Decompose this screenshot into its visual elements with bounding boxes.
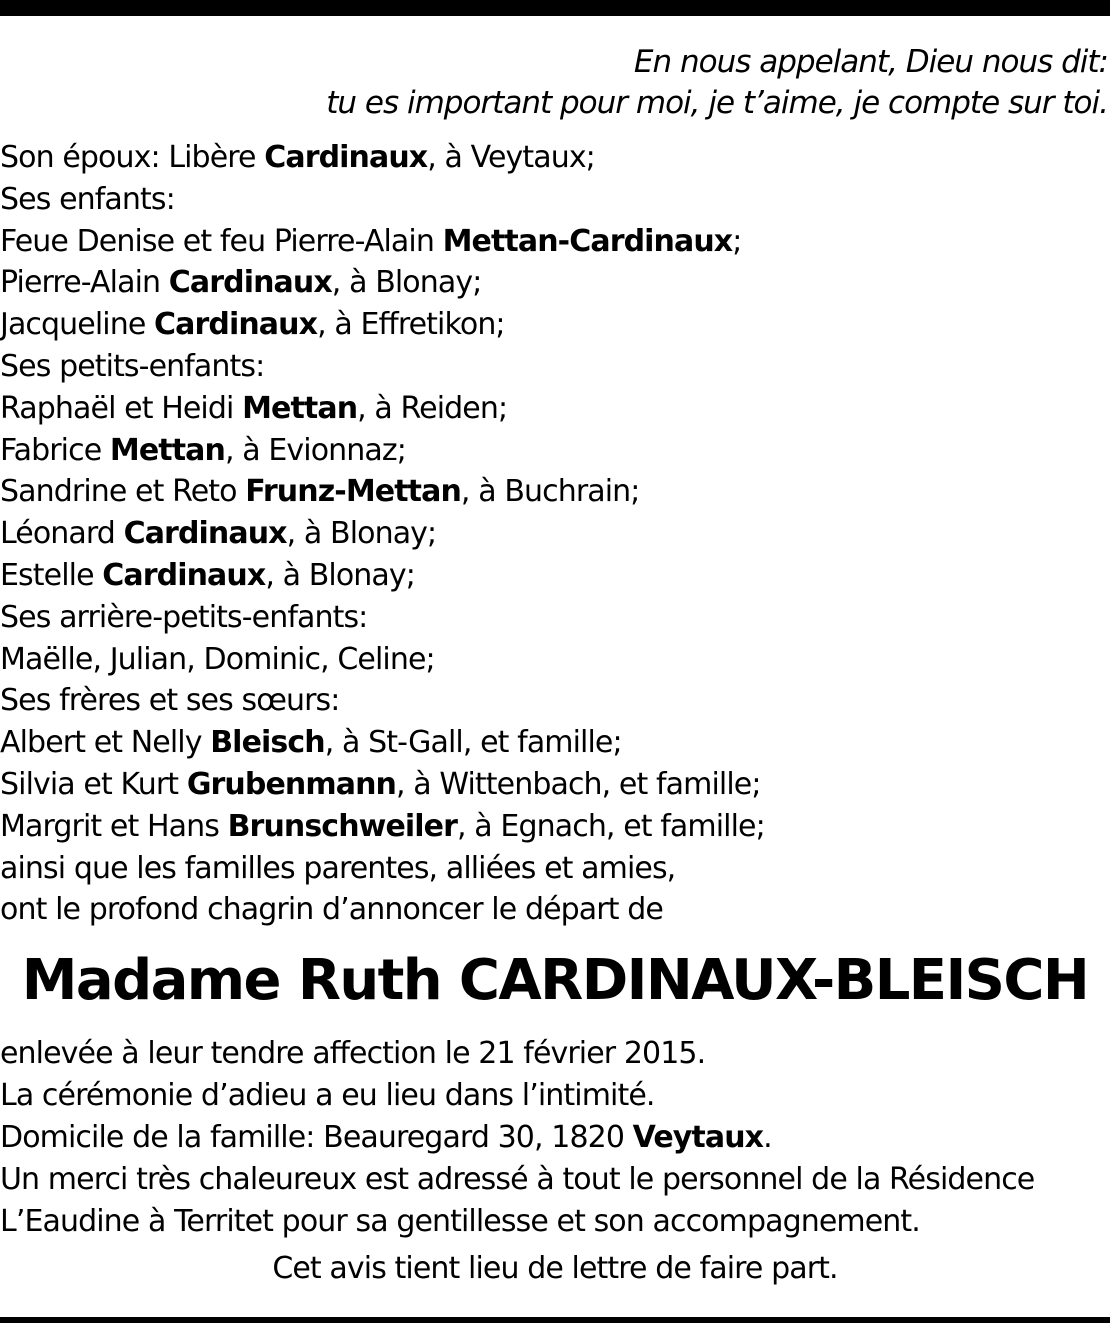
relative-location: , à Blonay; bbox=[265, 557, 415, 593]
relative-surname: Cardinaux bbox=[154, 307, 318, 343]
closing-note: Cet avis tient lieu de lettre de faire part. bbox=[272, 1251, 838, 1286]
relative-line bbox=[0, 304, 765, 346]
relative-text: Ses enfants: bbox=[0, 181, 175, 217]
relative-surname: Cardinaux bbox=[168, 265, 332, 301]
relative-line bbox=[0, 262, 765, 304]
relative-line bbox=[0, 471, 765, 513]
relative-text: Raphaël et Heidi bbox=[0, 390, 243, 426]
relative-location: , à St-Gall, et famille; bbox=[324, 725, 622, 761]
relative-line bbox=[0, 680, 765, 722]
relative-text: Estelle bbox=[0, 557, 103, 593]
relative-location: , à Egnach, et famille; bbox=[457, 808, 765, 844]
relative-line bbox=[0, 848, 765, 890]
details-line-ceremony: La cérémonie d’adieu a eu lieu dans l’intimité. bbox=[0, 1078, 655, 1113]
relative-line bbox=[0, 806, 765, 848]
relative-text: ainsi que les familles parentes, alliées et amies, bbox=[0, 850, 676, 886]
details-line-date: enlevée à leur tendre affection le 21 février 2015. bbox=[0, 1036, 706, 1071]
relative-text: Pierre-Alain bbox=[0, 265, 169, 301]
details-line-thanks-1: Un merci très chaleureux est adressé à tout le personnel de la Résidence bbox=[0, 1162, 1035, 1197]
relative-line bbox=[0, 597, 765, 639]
relative-location: , à Veytaux; bbox=[427, 140, 595, 175]
relative-surname: Frunz-Mettan bbox=[245, 474, 461, 510]
relative-line bbox=[0, 555, 765, 597]
relative-text: Ses frères et ses sœurs: bbox=[0, 683, 340, 719]
relative-text: Margrit et Hans bbox=[0, 808, 228, 844]
relative-surname: Mettan-Cardinaux bbox=[442, 223, 733, 259]
top-rule bbox=[0, 0, 1110, 16]
relative-line bbox=[0, 388, 765, 430]
relative-surname: Brunschweiler bbox=[227, 808, 458, 844]
address-text: Domicile de la famille: Beauregard 30, 1820 bbox=[0, 1120, 633, 1155]
relative-text: Sandrine et Reto bbox=[0, 474, 246, 510]
relative-text: Ses arrière-petits-enfants: bbox=[0, 599, 368, 635]
deceased-name-heading: Madame Ruth CARDINAUX-BLEISCH bbox=[21, 948, 1089, 1013]
relative-line bbox=[0, 179, 765, 221]
relative-location: , à Buchrain; bbox=[460, 474, 640, 510]
relative-line bbox=[0, 137, 765, 179]
details-line-thanks-2: L’Eaudine à Territet pour sa gentillesse et son accompagnement. bbox=[0, 1204, 920, 1239]
relative-location: ; bbox=[732, 223, 742, 259]
relative-text: Léonard bbox=[0, 516, 124, 552]
relative-line bbox=[0, 513, 765, 555]
relative-text: Silvia et Kurt bbox=[0, 766, 187, 802]
relative-text: Feue Denise et feu Pierre-Alain bbox=[0, 223, 443, 259]
relative-surname: Grubenmann bbox=[186, 766, 396, 802]
address-town: Veytaux bbox=[632, 1120, 764, 1155]
relative-line bbox=[0, 346, 765, 388]
relative-line bbox=[0, 889, 765, 931]
relative-text: Son époux: Libère bbox=[0, 140, 265, 175]
relative-line bbox=[0, 639, 765, 681]
epigraph-quote bbox=[326, 42, 1108, 124]
relative-surname: Cardinaux bbox=[264, 140, 428, 175]
relative-location: , à Reiden; bbox=[357, 390, 508, 426]
relative-text: Albert et Nelly bbox=[0, 725, 211, 761]
quote-line-1: En nous appelant, Dieu nous dit: bbox=[633, 44, 1108, 80]
relative-line bbox=[0, 430, 765, 472]
relative-surname: Bleisch bbox=[210, 725, 325, 761]
relative-surname: Mettan bbox=[242, 390, 358, 426]
relative-surname: Mettan bbox=[109, 432, 225, 468]
details-line-address bbox=[0, 1117, 1034, 1159]
relative-text: Ses petits-enfants: bbox=[0, 348, 265, 384]
relative-text: Jacqueline bbox=[0, 307, 155, 343]
relative-location: , à Blonay; bbox=[286, 516, 437, 552]
relative-line bbox=[0, 764, 765, 806]
relative-line bbox=[0, 221, 765, 263]
relative-location: , à Wittenbach, et famille; bbox=[396, 766, 761, 802]
bottom-rule bbox=[0, 1317, 1110, 1323]
relatives-list bbox=[0, 137, 765, 931]
quote-line-2: tu es important pour moi, je t’aime, je compte sur toi. bbox=[326, 85, 1108, 121]
announcement-details bbox=[0, 1033, 1034, 1243]
relative-line bbox=[0, 722, 765, 764]
relative-surname: Cardinaux bbox=[102, 557, 266, 593]
relative-text: Maëlle, Julian, Dominic, Celine; bbox=[0, 641, 435, 677]
relative-text: Fabrice bbox=[0, 432, 110, 468]
relative-surname: Cardinaux bbox=[123, 516, 287, 552]
address-punctuation: . bbox=[763, 1120, 772, 1155]
relative-text: ont le profond chagrin d’annoncer le départ de bbox=[0, 892, 663, 928]
relative-location: , à Evionnaz; bbox=[224, 432, 406, 468]
relative-location: , à Blonay; bbox=[331, 265, 482, 301]
relative-location: , à Effretikon; bbox=[317, 307, 505, 343]
